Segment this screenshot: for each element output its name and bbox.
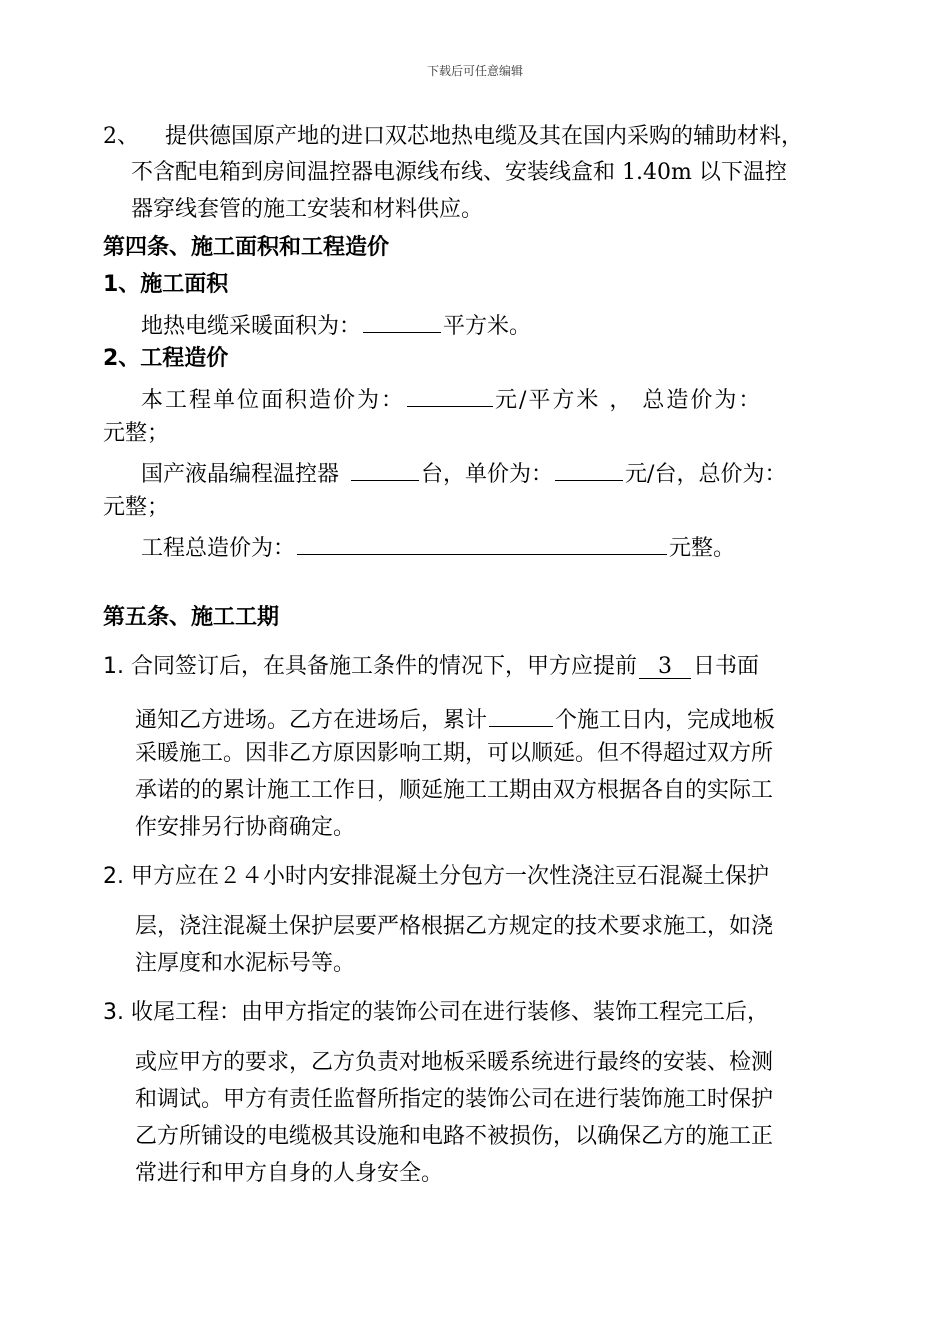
item2-line1 <box>103 122 803 152</box>
unit-price-line <box>141 382 762 416</box>
article5-title: 第五条、施工工期 <box>103 605 280 630</box>
thermostat-label: 国产液晶编程温控器 <box>141 462 340 487</box>
total-cost-unit: 元整。 <box>669 536 736 561</box>
unit-price-rest: 元/平方米 ， 总造价为： <box>495 388 763 413</box>
p3-text-5: 常进行和甲方自身的人身安全。 <box>135 1161 444 1186</box>
item2-text-3: 器穿线套管的施工安装和材料供应。 <box>131 197 484 222</box>
item2-number: 2、 <box>103 124 139 149</box>
p2-text-2: 层，浇注混凝土保护层要严格根据乙方规定的技术要求施工，如浇 <box>135 914 774 939</box>
period-p1-line2 <box>135 702 775 736</box>
p1-text-2b: 个施工日内，完成地板 <box>555 708 776 733</box>
area-section-title: 1、施工面积 <box>103 272 229 297</box>
p1-text-4: 承诺的的累计施工工作日，顺延施工工期由双方根据各自的实际工 <box>135 778 774 803</box>
area-line <box>141 308 531 342</box>
item2-text-2: 不含配电箱到房间温控器电源线布线、安装线盒和 1.40m 以下温控 <box>131 160 787 185</box>
p3-number: 3. <box>103 1000 124 1025</box>
page-header-note: 下载后可任意编辑 <box>426 64 523 78</box>
thermostat-end: 元整； <box>103 495 170 520</box>
p1-text-3: 采暖施工。因非乙方原因影响工期，可以顺延。但不得超过双方所 <box>135 741 774 766</box>
p1-text-2a: 通知乙方进场。乙方在进场后，累计 <box>135 708 488 733</box>
p2-text-3: 注厚度和水泥标号等。 <box>135 951 356 976</box>
period-p3-line1 <box>103 998 769 1028</box>
total-cost-blank[interactable] <box>297 530 667 555</box>
p2-number: 2. <box>103 864 124 889</box>
item2-text-1: 提供德国原产地的进口双芯地热电缆及其在国内采购的辅助材料， <box>165 124 804 149</box>
work-days-blank[interactable] <box>489 702 553 727</box>
area-label: 地热电缆采暖面积为： <box>141 314 362 339</box>
period-p2-line1 <box>103 862 769 892</box>
p3-text-4: 乙方所铺设的电缆极其设施和电路不被损伤，以确保乙方的施工正 <box>135 1124 774 1149</box>
p3-text-2: 或应甲方的要求，乙方负责对地板采暖系统进行最终的安装、检测 <box>135 1050 774 1075</box>
thermostat-unit-label: 台，单价为： <box>421 462 554 487</box>
area-blank[interactable] <box>363 308 441 333</box>
total-cost-line <box>141 530 735 564</box>
p3-text-3: 和调试。甲方有责任监督所指定的装饰公司在进行装饰施工时保护 <box>135 1087 774 1112</box>
total-cost-label: 工程总造价为： <box>141 536 296 561</box>
unit-price-blank[interactable] <box>407 382 493 407</box>
unit-price-label: 本工程单位面积造价为： <box>141 388 406 413</box>
article4-title: 第四条、施工面积和工程造价 <box>103 235 390 260</box>
notice-days-field[interactable]: 3 <box>639 652 691 679</box>
cost-section-title: 2、工程造价 <box>103 346 229 371</box>
thermostat-line <box>141 456 786 490</box>
p1-text-1a: 合同签订后，在具备施工条件的情况下，甲方应提前 <box>131 654 638 679</box>
thermostat-total-label: 元/台，总价为： <box>625 462 787 487</box>
area-unit: 平方米。 <box>443 314 532 339</box>
p1-number: 1. <box>103 654 124 679</box>
thermostat-price-blank[interactable] <box>555 456 623 481</box>
unit-price-end: 元整； <box>103 421 170 446</box>
period-p1-line1 <box>103 652 759 682</box>
p1-text-5: 作安排另行协商确定。 <box>135 815 356 840</box>
thermostat-qty-blank[interactable] <box>351 456 419 481</box>
p2-text-1: 甲方应在２４小时内安排混凝土分包方一次性浇注豆石混凝土保护 <box>131 864 770 889</box>
p3-text-1: 收尾工程：由甲方指定的装饰公司在进行装修、装饰工程完工后， <box>131 1000 770 1025</box>
p1-text-1b: 日书面 <box>693 654 760 679</box>
